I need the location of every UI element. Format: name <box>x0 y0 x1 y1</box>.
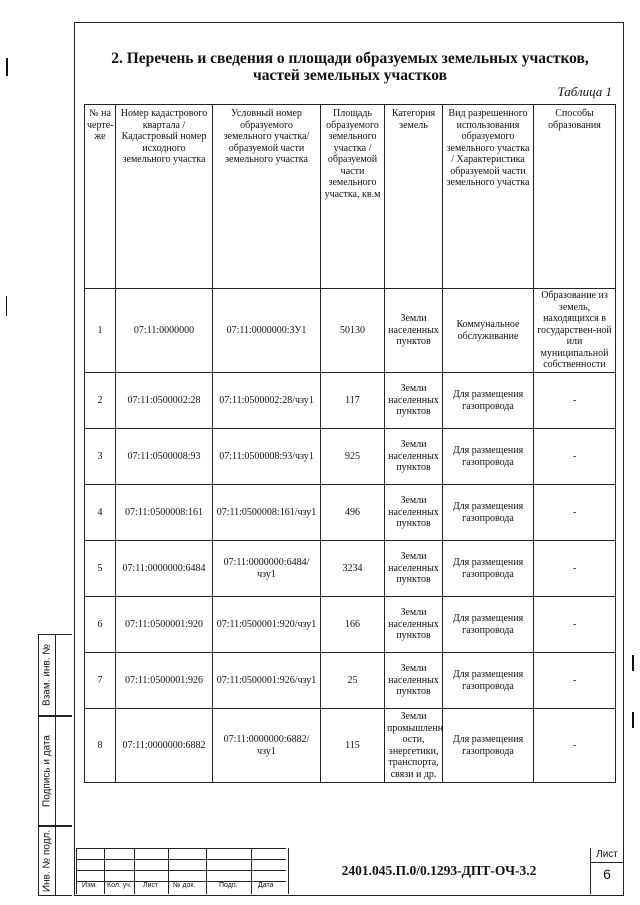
stamp-col-izm: Изм. <box>82 882 97 889</box>
row-area: 166 <box>321 597 385 653</box>
row-method: - <box>534 429 616 485</box>
row-use: Для размещения газопровода <box>443 373 534 429</box>
header-cell-category: Категория земель <box>385 105 443 289</box>
row-use: Для размещения газопровода <box>443 429 534 485</box>
header-cell-method: Способы образования <box>534 105 616 289</box>
row-uslov: 07:11:0500008:93/чзу1 <box>213 429 321 485</box>
row-kadastr: 07:11:0500002:28 <box>116 373 213 429</box>
row-uslov: 07:11:0000000:ЗУ1 <box>213 289 321 373</box>
row-number: 5 <box>85 541 116 597</box>
table-row <box>85 289 616 373</box>
scan-mark <box>632 655 634 671</box>
row-category: Земли населенных пунктов <box>385 485 443 541</box>
row-kadastr: 07:11:0000000:6484 <box>116 541 213 597</box>
row-category: Земли населенных пунктов <box>385 289 443 373</box>
scan-mark <box>6 296 7 316</box>
row-use: Для размещения газопровода <box>443 485 534 541</box>
table-header-row <box>85 105 616 289</box>
row-area: 496 <box>321 485 385 541</box>
row-kadastr: 07:11:0500001:926 <box>116 653 213 709</box>
row-uslov: 07:11:0500001:926/чзу1 <box>213 653 321 709</box>
row-number: 4 <box>85 485 116 541</box>
row-method: - <box>534 541 616 597</box>
header-cell-kadastr: Номер кадастрового квартала / Кадастровый номер исходного земельного участка <box>116 105 213 289</box>
row-number: 2 <box>85 373 116 429</box>
side-box-vzam <box>38 634 72 716</box>
row-kadastr: 07:11:0500001:920 <box>116 597 213 653</box>
header-cell-uslov: Условный номер образуемого земельного участка/ образуемой части земельного участка <box>213 105 321 289</box>
row-area: 25 <box>321 653 385 709</box>
row-method: - <box>534 653 616 709</box>
land-plots-table <box>84 104 616 783</box>
stamp-grid <box>76 848 286 894</box>
row-kadastr: 07:11:0500008:161 <box>116 485 213 541</box>
table-row <box>85 709 616 783</box>
row-uslov: 07:11:0000000:6484/чзу1 <box>213 541 321 597</box>
table-row <box>85 597 616 653</box>
document-code: 2401.045.П.0/0.1293-ДПТ-ОЧ-3.2 <box>288 848 589 894</box>
row-method: - <box>534 709 616 783</box>
table-row <box>85 541 616 597</box>
row-uslov: 07:11:0500001:920/чзу1 <box>213 597 321 653</box>
side-label-inv: Инв. № подл. <box>41 829 53 893</box>
side-box-podpis <box>38 716 72 826</box>
stamp-col-date: Дата <box>258 882 274 889</box>
row-area: 115 <box>321 709 385 783</box>
stamp-col-list: Лист <box>143 882 159 889</box>
row-method: - <box>534 373 616 429</box>
row-method: - <box>534 597 616 653</box>
stamp-col-podp: Подп. <box>219 882 238 889</box>
table-row <box>85 485 616 541</box>
row-area: 117 <box>321 373 385 429</box>
table-row <box>85 429 616 485</box>
row-number: 8 <box>85 709 116 783</box>
stamp-col-doc: № док. <box>173 882 196 889</box>
row-use: Для размещения газопровода <box>443 541 534 597</box>
row-area: 925 <box>321 429 385 485</box>
row-category: Земли населенных пунктов <box>385 373 443 429</box>
side-label-vzam: Взам. инв. № <box>41 644 53 706</box>
table-row <box>85 653 616 709</box>
row-use: Для размещения газопровода <box>443 653 534 709</box>
row-kadastr: 07:11:0000000:6882 <box>116 709 213 783</box>
row-number: 3 <box>85 429 116 485</box>
sheet-number: 6 <box>603 866 611 882</box>
header-cell-area: Площадь образуемого земельного участка / образуемой части земельного участка, кв.м <box>321 105 385 289</box>
row-uslov: 07:11:0000000:6882/чзу1 <box>213 709 321 783</box>
sheet-label: Лист <box>591 849 623 863</box>
stamp-col-kol: Кол. уч. <box>107 882 132 889</box>
row-uslov: 07:11:0500008:161/чзу1 <box>213 485 321 541</box>
title-line-1: 2. Перечень и сведения о площади образуемых земельных участков, <box>111 50 589 67</box>
row-category: Земли населенных пунктов <box>385 429 443 485</box>
row-category: Земли населенных пунктов <box>385 653 443 709</box>
side-label-podpis: Подпись и дата <box>41 735 53 807</box>
row-use: Коммунальное обслуживание <box>443 289 534 373</box>
row-category: Земли населенных пунктов <box>385 541 443 597</box>
row-category: Земли населенных пунктов <box>385 597 443 653</box>
row-number: 1 <box>85 289 116 373</box>
row-use: Для размещения газопровода <box>443 709 534 783</box>
row-use: Для размещения газопровода <box>443 597 534 653</box>
row-kadastr: 07:11:0500008:93 <box>116 429 213 485</box>
page-title <box>80 50 620 84</box>
row-kadastr: 07:11:0000000 <box>116 289 213 373</box>
row-area: 50130 <box>321 289 385 373</box>
row-method: Образование из земель, находящихся в государствен-ной или муниципальной собственности <box>534 289 616 373</box>
table-row <box>85 373 616 429</box>
row-number: 6 <box>85 597 116 653</box>
header-cell-number: № на черте-же <box>85 105 116 289</box>
title-block-stamp <box>76 848 622 894</box>
row-uslov: 07:11:0500002:28/чзу1 <box>213 373 321 429</box>
header-cell-use: Вид разрешенного использования образуемого земельного участка / Характеристика образуемой части земельного участка <box>443 105 534 289</box>
title-line-2: частей земельных участков <box>253 67 447 84</box>
row-number: 7 <box>85 653 116 709</box>
scan-mark <box>6 58 8 76</box>
row-area: 3234 <box>321 541 385 597</box>
scan-mark <box>632 712 634 728</box>
row-category: Земли промышленн ости, энергетики, транспорта, связи и др. <box>385 709 443 783</box>
table-label: Таблица 1 <box>557 84 612 99</box>
side-box-inv <box>38 826 72 896</box>
sheet-box <box>590 848 623 894</box>
row-method: - <box>534 485 616 541</box>
